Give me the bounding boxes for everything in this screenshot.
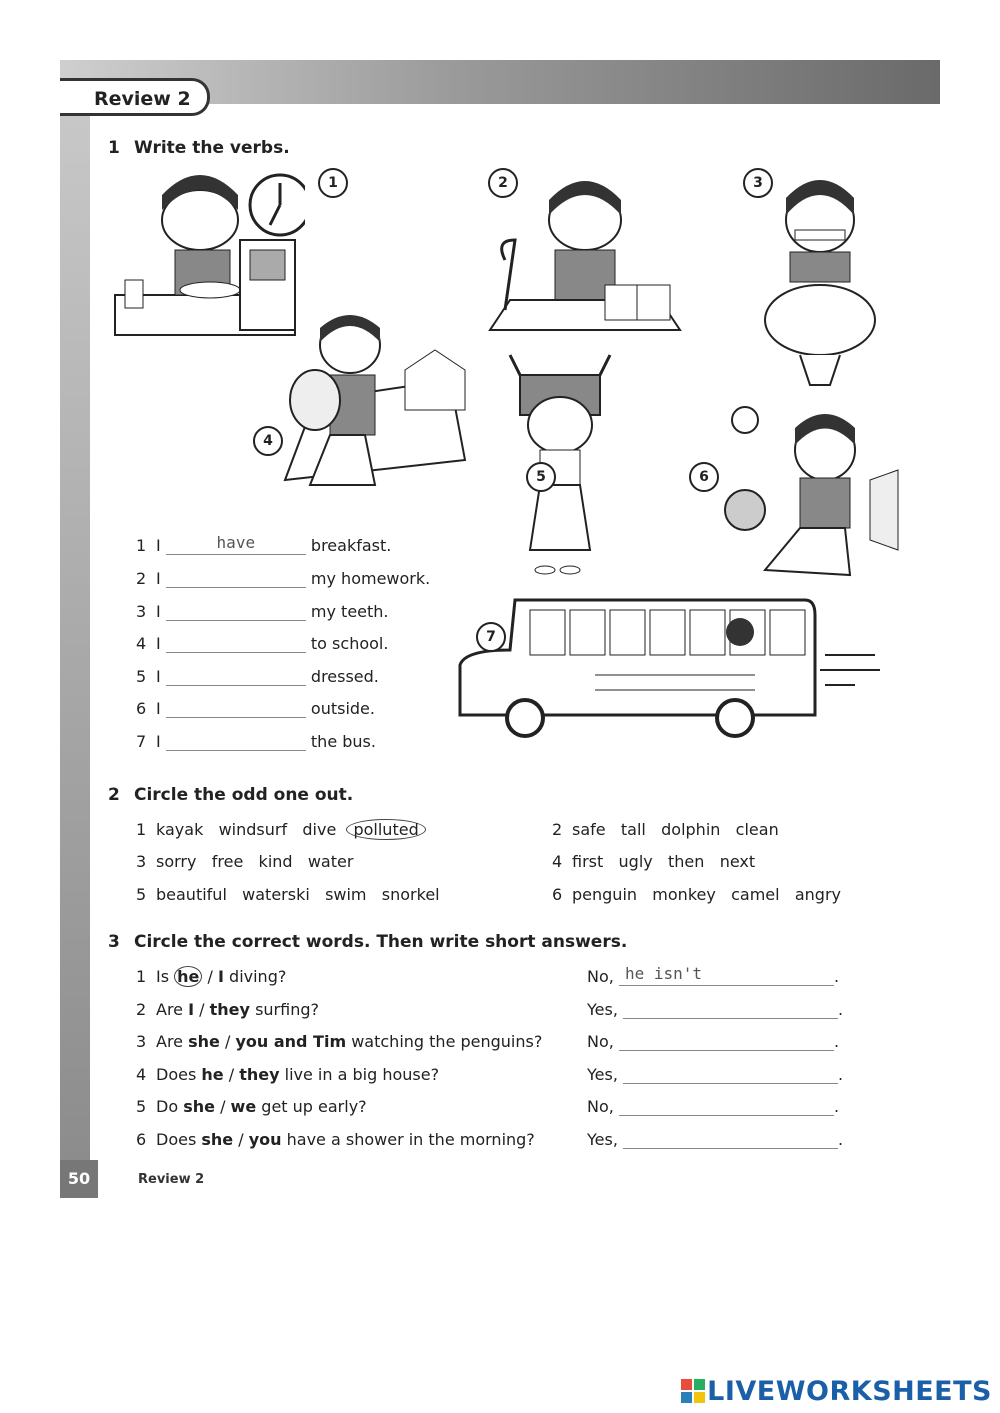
ex3-question-5: 5 Do she / we get up early? bbox=[136, 1097, 367, 1116]
school-illustration bbox=[275, 310, 475, 510]
ex1-item-5: 5 I dressed. bbox=[136, 667, 379, 686]
short-answer-blank-5[interactable] bbox=[619, 1099, 834, 1116]
ex2-word[interactable]: dolphin bbox=[661, 820, 721, 839]
picture-number-3: 3 bbox=[743, 168, 773, 198]
ex2-word[interactable]: first bbox=[572, 852, 604, 871]
ex3-answer-6: Yes, . bbox=[587, 1130, 844, 1149]
ex1-item-7: 7 I the bus. bbox=[136, 732, 376, 751]
ex3-question-6: 6 Does she / you have a shower in the morning? bbox=[136, 1130, 535, 1149]
verb-blank-7[interactable] bbox=[166, 734, 306, 751]
ex3-question-1: 1 Is he / I diving? bbox=[136, 967, 287, 986]
short-answer-blank-1[interactable]: he isn't bbox=[619, 969, 834, 986]
ex1-item-6: 6 I outside. bbox=[136, 699, 375, 718]
ex2-row-5: 5 beautiful waterski swim snorkel bbox=[136, 885, 440, 904]
option-a[interactable]: I bbox=[188, 1000, 195, 1019]
option-b[interactable]: you and Tim bbox=[235, 1032, 347, 1051]
ex2-word[interactable]: angry bbox=[794, 885, 841, 904]
ex1-item-1: 1 I have breakfast. bbox=[136, 533, 392, 555]
ex1-heading: 1 Write the verbs. bbox=[108, 138, 290, 158]
ex2-row-2: 2 safe tall dolphin clean bbox=[552, 820, 779, 839]
dressed-illustration bbox=[500, 345, 620, 585]
ex1-item-3: 3 I my teeth. bbox=[136, 602, 389, 621]
ex2-word[interactable]: safe bbox=[572, 820, 606, 839]
ex2-word[interactable]: snorkel bbox=[381, 885, 440, 904]
verb-blank-3[interactable] bbox=[166, 604, 306, 621]
page-title: Review 2 bbox=[94, 88, 191, 110]
picture-number-2: 2 bbox=[488, 168, 518, 198]
picture-number-6: 6 bbox=[689, 462, 719, 492]
brand-name: LIVEWORKSHEETS bbox=[707, 1376, 992, 1407]
option-b[interactable]: they bbox=[239, 1065, 280, 1084]
page-number: 50 bbox=[60, 1160, 98, 1198]
ex3-answer-1: No, he isn't . bbox=[587, 964, 840, 986]
ex2-word[interactable]: water bbox=[307, 852, 354, 871]
side-band bbox=[60, 104, 90, 1198]
ex3-answer-5: No, . bbox=[587, 1097, 840, 1116]
short-answer-blank-3[interactable] bbox=[619, 1034, 834, 1051]
ex3-question-4: 4 Does he / they live in a big house? bbox=[136, 1065, 440, 1084]
ex2-word[interactable]: kayak bbox=[156, 820, 204, 839]
ex3-heading: 3 Circle the correct words. Then write short answers. bbox=[108, 932, 628, 952]
ex2-word[interactable]: then bbox=[668, 852, 705, 871]
ex2-word[interactable]: swim bbox=[325, 885, 367, 904]
option-a[interactable]: she bbox=[188, 1032, 220, 1051]
option-a[interactable]: she bbox=[201, 1130, 234, 1149]
ex2-word[interactable]: windsurf bbox=[218, 820, 288, 839]
option-a[interactable]: he bbox=[201, 1065, 224, 1084]
bus-illustration bbox=[455, 590, 885, 740]
short-answer-blank-2[interactable] bbox=[623, 1002, 838, 1019]
liveworksheets-brand[interactable] bbox=[681, 1376, 992, 1407]
ex2-word[interactable]: clean bbox=[735, 820, 779, 839]
picture-number-5: 5 bbox=[526, 462, 556, 492]
ex3-question-3: 3 Are she / you and Tim watching the penguins? bbox=[136, 1032, 543, 1051]
ex3-question-2: 2 Are I / they surfing? bbox=[136, 1000, 319, 1019]
ex2-word[interactable]: monkey bbox=[652, 885, 716, 904]
ex2-word[interactable]: beautiful bbox=[156, 885, 227, 904]
ex3-answer-3: No, . bbox=[587, 1032, 840, 1051]
ex2-row-6: 6 penguin monkey camel angry bbox=[552, 885, 841, 904]
ex1-item-4: 4 I to school. bbox=[136, 634, 389, 653]
ex2-word[interactable]: waterski bbox=[242, 885, 310, 904]
ex2-row-3: 3 sorry free kind water bbox=[136, 852, 354, 871]
ex2-word[interactable]: sorry bbox=[156, 852, 197, 871]
footer-label: Review 2 bbox=[138, 1172, 205, 1187]
ex2-row-1: 1 kayak windsurf dive polluted bbox=[136, 820, 426, 839]
option-b[interactable]: you bbox=[248, 1130, 282, 1149]
homework-illustration bbox=[485, 170, 685, 340]
verb-blank-5[interactable] bbox=[166, 669, 306, 686]
picture-number-1: 1 bbox=[318, 168, 348, 198]
review-tab bbox=[60, 78, 210, 116]
ex2-word[interactable]: next bbox=[719, 852, 756, 871]
option-a-circled[interactable]: he bbox=[174, 966, 202, 987]
ex2-word-circled[interactable]: polluted bbox=[346, 819, 425, 840]
ex2-word[interactable]: penguin bbox=[572, 885, 638, 904]
ex2-word[interactable]: tall bbox=[620, 820, 646, 839]
ex3-answer-4: Yes, . bbox=[587, 1065, 844, 1084]
option-a[interactable]: she bbox=[183, 1097, 215, 1116]
verb-blank-6[interactable] bbox=[166, 701, 306, 718]
teeth-illustration bbox=[760, 170, 880, 400]
verb-blank-2[interactable] bbox=[166, 571, 306, 588]
worksheet-page bbox=[60, 60, 940, 1198]
ex2-word[interactable]: kind bbox=[258, 852, 293, 871]
ex2-word[interactable]: dive bbox=[302, 820, 337, 839]
ex2-word[interactable]: free bbox=[211, 852, 244, 871]
verb-blank-4[interactable] bbox=[166, 636, 306, 653]
picture-number-4: 4 bbox=[253, 426, 283, 456]
ex2-word[interactable]: camel bbox=[731, 885, 780, 904]
short-answer-blank-6[interactable] bbox=[623, 1132, 838, 1149]
ex2-heading: 2 Circle the odd one out. bbox=[108, 785, 354, 805]
ex2-row-4: 4 first ugly then next bbox=[552, 852, 756, 871]
liveworksheets-logo-icon bbox=[681, 1379, 705, 1403]
verb-blank-1[interactable]: have bbox=[166, 538, 306, 555]
short-answer-blank-4[interactable] bbox=[623, 1067, 838, 1084]
ex1-item-2: 2 I my homework. bbox=[136, 569, 431, 588]
picture-number-7: 7 bbox=[476, 622, 506, 652]
ex3-answer-2: Yes, . bbox=[587, 1000, 844, 1019]
option-b[interactable]: I bbox=[217, 967, 224, 986]
option-b[interactable]: they bbox=[209, 1000, 250, 1019]
ex2-word[interactable]: ugly bbox=[618, 852, 653, 871]
option-b[interactable]: we bbox=[230, 1097, 257, 1116]
outside-illustration bbox=[720, 400, 900, 590]
